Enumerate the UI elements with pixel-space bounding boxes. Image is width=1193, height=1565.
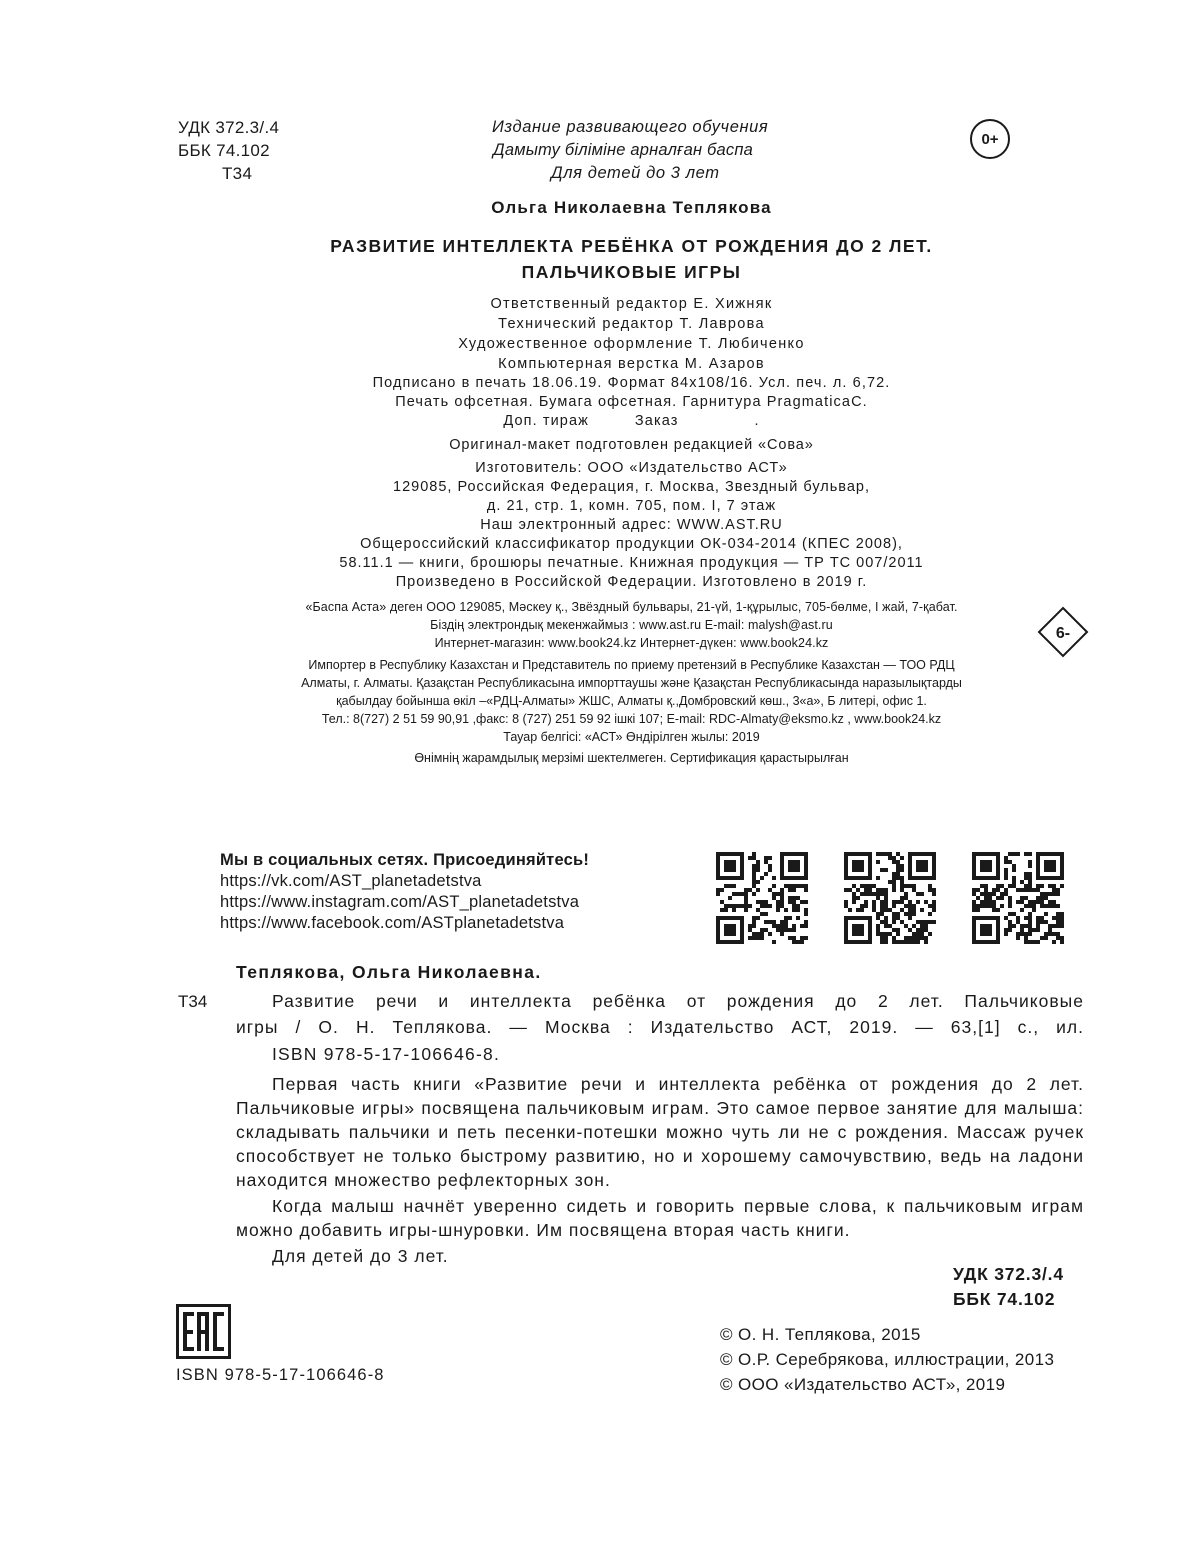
- credits-list: [0, 294, 1193, 374]
- kz-line: Интернет-магазин: www.book24.kz Интернет-дүкен: www.book24.kz: [434, 636, 829, 650]
- order-label: Заказ: [634, 413, 679, 429]
- importer-info: [0, 656, 1193, 746]
- bbk-code-bottom: ББК 74.102: [953, 1289, 1056, 1309]
- kz-age-text: 6-: [1055, 625, 1071, 642]
- card-description: [236, 988, 1084, 1040]
- annotation-paragraph-2: Когда малыш начнёт уверенно сидеть и говорить первые слова, к пальчиковым играм можно добавить игры-шнуровки. Им посвящена вторая часть книги.: [236, 1196, 1084, 1240]
- original-layout-note: Оригинал-макет подготовлен редакцией «Сова»: [449, 437, 814, 453]
- credit-line: Компьютерная верстка М. Азаров: [498, 356, 765, 372]
- printing-info: [0, 374, 1193, 431]
- social-heading: Мы в социальных сетях. Присоединяйтесь!: [220, 851, 590, 869]
- card-desc-line-2: игры / О. Н. Теплякова. — Москва : Издательство АСТ, 2019. — 63,[1] с., ил.: [236, 1017, 1084, 1037]
- copyright-line: © ООО «Издательство АСТ», 2019: [720, 1375, 1006, 1394]
- card-code: Т34: [178, 992, 208, 1011]
- isbn-bottom: ISBN 978-5-17-106646-8: [176, 1366, 385, 1384]
- manufacturer-line: Изготовитель: ООО «Издательство АСТ»: [475, 460, 788, 476]
- manufacturer-info: [0, 459, 1193, 592]
- author-mark: Т34: [222, 164, 253, 183]
- copyright-line: © О. Н. Теплякова, 2015: [720, 1325, 921, 1344]
- social-link-vk[interactable]: https://vk.com/AST_planetadetstva: [220, 872, 482, 890]
- card-isbn: ISBN 978-5-17-106646-8.: [272, 1044, 501, 1064]
- copyright-notices: [720, 1322, 1054, 1397]
- book-title: [0, 233, 1193, 285]
- diamond-icon: [1037, 606, 1089, 658]
- order-dot: .: [754, 413, 760, 429]
- annotation-paragraph-3: Для детей до 3 лет.: [272, 1246, 449, 1266]
- printing-line-1: Подписано в печать 18.06.19. Формат 84х108/16. Усл. печ. л. 6,72.: [372, 375, 891, 391]
- age-rating-badge: 0+: [970, 119, 1010, 159]
- title-line-1: РАЗВИТИЕ ИНТЕЛЛЕКТА РЕБЁНКА ОТ РОЖДЕНИЯ ДО 2 ЛЕТ.: [330, 236, 933, 256]
- eac-certification-icon: [176, 1304, 231, 1359]
- card-author: Теплякова, Ольга Николаевна.: [236, 962, 542, 982]
- kz-line: Біздің электрондық мекенжаймыз : www.ast.ru E-mail: malysh@ast.ru: [430, 618, 833, 632]
- qr-code-instagram[interactable]: [844, 852, 936, 944]
- credit-line: Художественное оформление Т. Любиченко: [458, 336, 805, 352]
- bottom-codes: [953, 1262, 1064, 1312]
- credit-line: Технический редактор Т. Лаврова: [498, 316, 765, 332]
- edition-line-2: Дамыту біліміне арналған баспа: [493, 141, 753, 159]
- qr-code-facebook[interactable]: [972, 852, 1064, 944]
- importer-line: Тел.: 8(727) 2 51 59 90,91 ,факс: 8 (727) 251 59 92 ішкі 107; E-mail: RDC-Almaty@eksmo.kz , www.book24.kz: [321, 712, 942, 726]
- udk-code: УДК 372.3/.4: [178, 118, 280, 137]
- manufacturer-line: д. 21, стр. 1, комн. 705, пом. I, 7 этаж: [486, 498, 777, 514]
- credit-line: Ответственный редактор Е. Хижняк: [490, 296, 773, 312]
- copyright-line: © О.Р. Серебрякова, иллюстрации, 2013: [720, 1350, 1055, 1369]
- importer-line: Импортер в Республику Казахстан и Представитель по приему претензий в Республике Казахстан — ТОО РДЦ: [308, 658, 955, 672]
- edition-line-1: Издание развивающего обучения: [492, 118, 769, 136]
- manufacturer-line: Произведено в Российской Федерации. Изготовлено в 2019 г.: [395, 574, 868, 590]
- top-codes: [178, 116, 279, 185]
- importer-line: Тауар белгісі: «АСТ» Өндірілген жылы: 2019: [503, 730, 760, 744]
- author-name: Ольга Николаевна Теплякова: [491, 198, 772, 217]
- card-desc-line-1: Развитие речи и интеллекта ребёнка от рождения до 2 лет. Пальчиковые: [272, 991, 1084, 1011]
- manufacturer-line: 129085, Российская Федерация, г. Москва, Звездный бульвар,: [393, 479, 870, 495]
- qr-code-vk[interactable]: [716, 852, 808, 944]
- manufacturer-line: Общероссийский классификатор продукции ОК-034-2014 (КПЕС 2008),: [360, 536, 903, 552]
- printing-line-3: [70, 412, 1193, 431]
- kz-age-badge: [1037, 606, 1089, 658]
- kazakh-publisher-info: [0, 598, 1193, 652]
- bbk-code: ББК 74.102: [178, 141, 270, 160]
- social-links: [220, 850, 589, 934]
- manufacturer-line: Наш электронный адрес: WWW.AST.RU: [480, 517, 783, 533]
- importer-line: Алматы, г. Алматы. Қазақстан Республикасына импорттаушы және Қазақстан Республикасында наразылықтарды: [301, 676, 962, 690]
- edition-note: [440, 116, 860, 185]
- tirage-label: Доп. тираж: [503, 413, 589, 429]
- social-link-facebook[interactable]: https://www.facebook.com/ASTplanetadetstva: [220, 914, 565, 932]
- title-line-2: ПАЛЬЧИКОВЫЕ ИГРЫ: [521, 262, 742, 282]
- annotation: [236, 1072, 1084, 1268]
- annotation-paragraph-1: Первая часть книги «Развитие речи и интеллекта ребёнка от рождения до 2 лет. Пальчиковые игры» посвящена пальчиковым играм. Это самое первое занятие для малыша: складывать пальчики и петь песенки-потешки можно чуть ли не с рождения. Массаж ручек способствует не только быстрому развитию, но и хорошему самочувствию, ведь на ладони находится множество рефлекторных зон.: [236, 1074, 1084, 1190]
- kz-line: «Баспа Аста» деген ООО 129085, Мәскеу қ., Звёздный бульвары, 21-үй, 1-құрылыс, 705-бөлме, I жай, 7-қабат.: [305, 600, 958, 614]
- validity-note: Өнімнің жарамдылық мерзімі шектелмеген. Сертификация қарастырылған: [414, 751, 849, 765]
- social-link-instagram[interactable]: https://www.instagram.com/AST_planetadetstva: [220, 893, 580, 911]
- manufacturer-line: 58.11.1 — книги, брошюры печатные. Книжная продукция — ТР ТС 007/2011: [339, 555, 924, 571]
- edition-line-3: Для детей до 3 лет: [551, 164, 720, 182]
- importer-line: қабылдау бойынша өкіл –«РДЦ-Алматы» ЖШС, Алматы қ.,Домбровский көш., 3«а», Б литері, офис 1.: [336, 694, 927, 708]
- printing-line-2: Печать офсетная. Бумага офсетная. Гарнитура PragmaticaC.: [395, 394, 868, 410]
- udk-code-bottom: УДК 372.3/.4: [953, 1264, 1064, 1284]
